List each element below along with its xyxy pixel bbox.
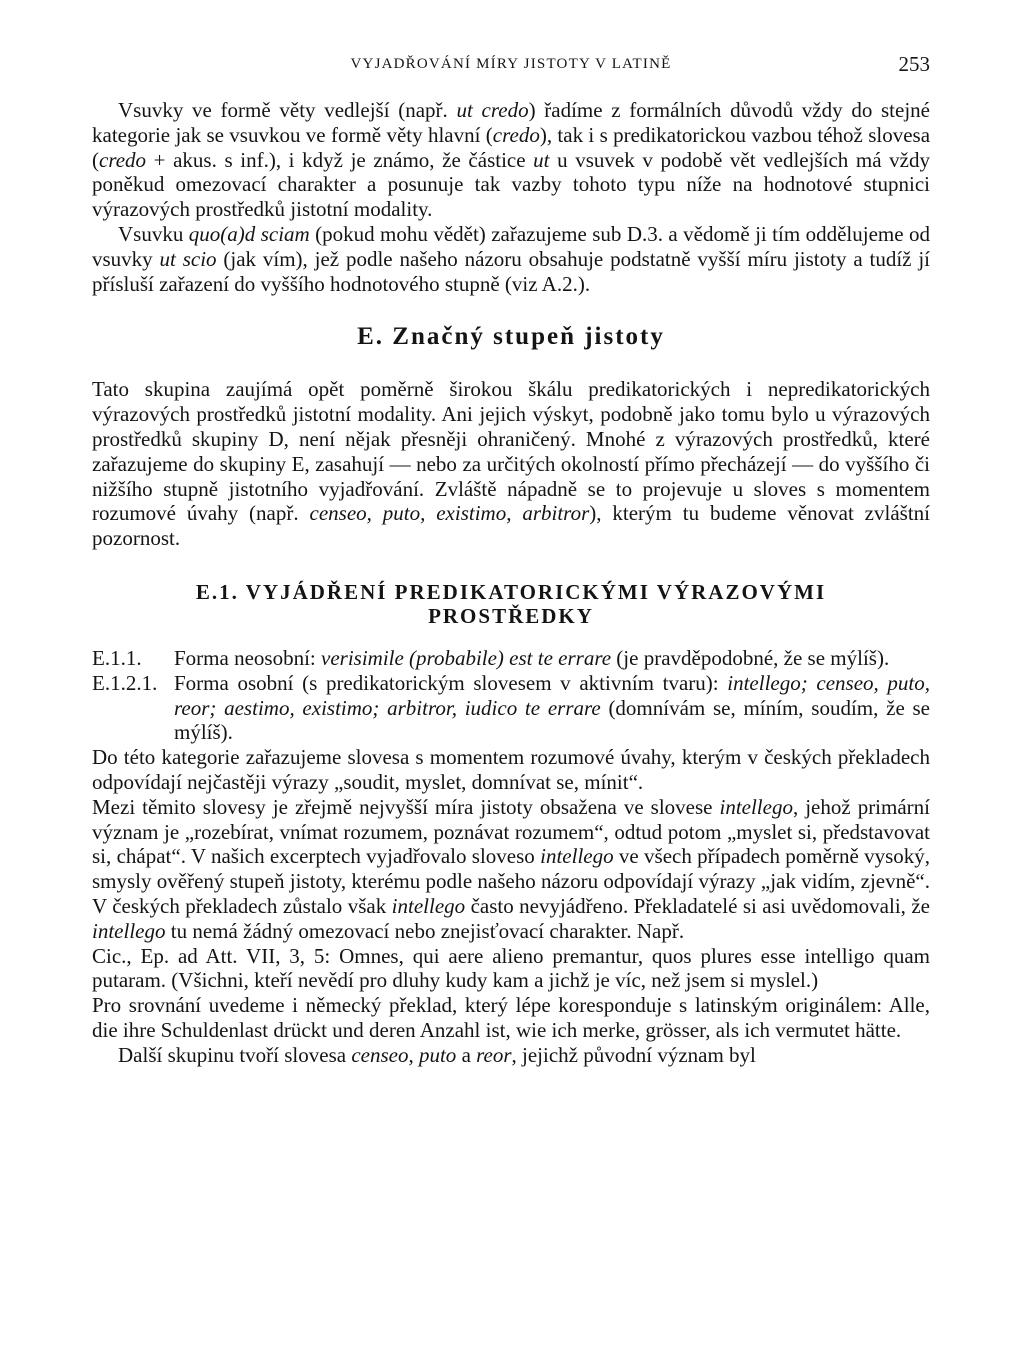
latin-term: intellego [92,918,166,943]
paragraph-kategorie [92,745,930,795]
running-title: VYJADŘOVÁNÍ MÍRY JISTOTY V LATINĚ [350,56,672,72]
text-run: Vsuvky ve formě věty vedlejší (např. [118,98,457,122]
heading-line: PROSTŘEDKY [428,603,594,628]
page-number: 253 [898,52,930,76]
latin-term: intellego [719,794,793,819]
latin-term: ut [533,147,550,172]
text-run: (je pravděpodobné, že se mýlíš). [611,645,890,670]
latin-term: quo(a)d sciam [188,221,310,246]
latin-term: censeo, puto, existimo, arbitror [309,501,590,526]
item-e-1-2-1 [92,671,930,745]
text-run: Pro srovnání uvedeme i německý překlad, který lépe koresponduje s latinským originálem: Alle, die ihre Schuldenlast drückt und deren Anzahl ist, wie ich merke, grösser, als ich vermutet hätte. [92,993,930,1042]
text-run: Další skupinu tvoří slovesa [118,1042,352,1067]
latin-term: intellego [540,844,614,869]
item-number: E.1.1. [92,645,142,670]
text-run: (jak vím), jež podle našeho názoru obsahuje podstatně vyšší míru jistoty a tudíž jí přísluší zařazení do vyššího hodnotového stupně (viz A.2.). [92,246,930,296]
text-run: , jehož primární význam je „rozebírat, vnímat rozumem, poznávat rozumem“, odtud potom „myslet si, představovat si, chápat“. V našich excerptech vyjadřovalo sloveso [92,794,930,869]
latin-term: intellego [391,893,466,918]
item-text [174,646,930,671]
heading-line: E.1. VYJÁDŘENÍ PREDIKATORICKÝMI VÝRAZOVÝMI [195,579,827,604]
citation-cicero [92,944,930,994]
text-run: ), tak i s predikatorickou vazbou téhož slovesa ( [92,122,931,172]
text-run: ) řadíme z formálních důvodů vždy do stejné kategorie jak se vsuvkou ve formě věty hlavní ( [92,98,930,147]
text-run: Forma osobní (s predikatorickým slovesem v aktivním tvaru): [174,670,728,695]
paragraph-intellego [92,795,930,944]
paragraph-vsuvka-quoad-sciam [92,222,930,296]
latin-term: puto [418,1042,457,1067]
text-run: tu nemá žádný omezovací nebo znejisťovací charakter. Např. [165,918,685,943]
paragraph-nemecky-preklad [92,993,930,1043]
item-e-1-1 [92,646,930,671]
text-run: + akus. s inf.), i když je známo, že částice [146,147,534,172]
latin-term: reor [476,1042,512,1067]
paragraph-vsuvky-formy [92,98,930,222]
item-number: E.1.2.1. [92,670,158,695]
text-run: u vsuvek v podobě vět vedlejších má vždy poněkud omezovací charakter a posunuje tak vazby tohoto typu níže na hodnotové stupnici výrazových prostředků jistotní modality. [92,147,930,222]
text-run: Mezi těmito slovesy je zřejmě nejvyšší míra jistoty obsažena ve slovese [92,794,720,819]
latin-term: censeo [351,1042,409,1067]
text-run: často nevyjádřeno. Překladatelé si asi uvědomovali, že [465,893,930,918]
page-body [92,98,930,1068]
text-run: Tato skupina zaujímá opět poměrně širokou škálu predikatorických i nepredikatorických výrazových prostředků jistotní modality. Ani jejich výskyt, podobně jako tomu bylo u výrazových prostředků skupiny D, není nějak přesněji ohraničený. Mnohé z výrazových prostředků, které zařazujeme do skupiny E, zasahují — nebo za určitých okolností přímo přecházejí — do vyššího či nižšího stupně jistotního vyjadřování. Zvláště nápadně se to projevuje u sloves s momentem rozumové úvahy (např. [92,377,930,526]
text-run: (pokud mohu vědět) zařazujeme sub D.3. a vědomě ji tím oddělujeme od vsuvky [92,221,931,271]
text-run: ve všech případech poměrně vysoký, smysly ověřený stupeň jistoty, kterému podle našeho názoru odpovídají výrazy „jak vidím, zjevně“. V českých překladech zůstalo však [92,844,930,918]
text-run: Do této kategorie zařazujeme slovesa s momentem rozumové úvahy, kterým v českých překladech odpovídají nejčastěji výrazy „soudit, myslet, domnívat se, mínit“. [92,745,930,794]
text-run: Vsuvku [118,221,189,246]
latin-term: credo [492,122,540,147]
latin-term: verisimile (probabile) est te errare [321,645,612,670]
page-header [92,52,930,82]
text-run: a [456,1042,477,1067]
latin-term: ut credo [456,98,529,122]
text-run: ), kterým tu budeme věnovat zvláštní pozornost. [92,501,930,551]
latin-term: credo [99,147,147,172]
text-run: (domnívám se, míním, soudím, že se mýlíš). [174,695,930,745]
latin-term: ut scio [159,246,217,271]
section-heading-e1 [92,580,930,628]
text-run: , [408,1042,419,1067]
text-run: Forma neosobní: [174,645,321,670]
item-text [174,671,930,745]
text-run: , jejichž původní význam byl [511,1042,756,1067]
paragraph-skupina-e [92,377,930,551]
paragraph-dalsi-skupina [92,1043,930,1068]
text-run: Cic., Ep. ad Att. VII, 3, 5: Omnes, qui aere alieno premantur, quos plures esse intelligo quam putaram. (Všichni, kteří nevědí pro dluhy kudy kam a jichž je víc, než jsem si myslel.) [92,943,930,993]
latin-term: intellego; censeo, puto, reor; aestimo, existimo; arbitror, iudico te errare [174,670,931,720]
section-heading-e: E. Značný stupeň jistoty [357,323,665,351]
